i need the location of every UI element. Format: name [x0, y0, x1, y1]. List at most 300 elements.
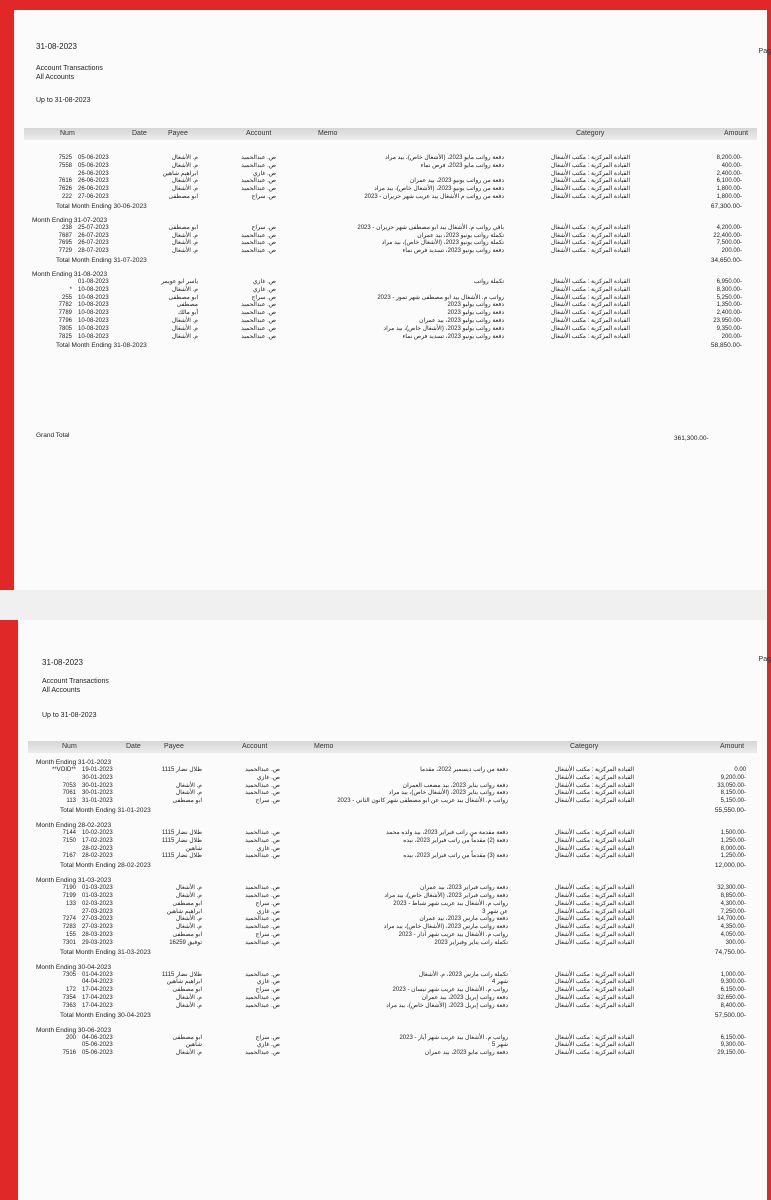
txn-amount: 4,300.00-: [720, 900, 746, 907]
txn-date: 17-02-2023: [82, 837, 113, 844]
month-total-amount: 34,650.00-: [710, 256, 742, 264]
txn-payee: ابو مصطفى: [168, 294, 198, 301]
grand-total-label: Grand Total: [36, 432, 70, 439]
txn-payee: مصطفى: [176, 302, 198, 309]
txn-num: 7354: [62, 994, 76, 1001]
txn-amount: 9,300.00-: [720, 1042, 746, 1049]
txn-amount: 5,250.00-: [716, 294, 742, 301]
txn-account: ص. غازي: [256, 845, 280, 852]
txn-account: ص. عبدالحميد: [241, 302, 276, 309]
txn-amount: 0.00: [734, 767, 746, 773]
transaction-row: [22, 186, 762, 194]
txn-date: 10-08-2023: [78, 325, 109, 332]
txn-category: القيادة المركزية : مكتب الأشغال: [554, 900, 634, 907]
txn-category: القيادة المركزية : مكتب الأشغال: [550, 286, 630, 293]
grand-total-amount: 361,300.00-: [674, 435, 709, 442]
txn-amount: 300.00-: [725, 939, 746, 946]
txn-category: القيادة المركزية : مكتب الأشغال: [554, 908, 634, 915]
txn-date: 04-04-2023: [82, 979, 113, 986]
txn-category: القيادة المركزية : مكتب الأشغال: [554, 774, 634, 781]
txn-amount: 1,250.00-: [720, 837, 746, 844]
txn-amount: 8,000.00-: [720, 845, 746, 852]
transaction-row: [22, 225, 762, 233]
txn-payee: م. الأشغال: [171, 178, 198, 185]
report-date: 31-08-2023: [42, 658, 83, 667]
col-payee: Payee: [164, 743, 184, 750]
txn-account: ص. عبدالحميد: [245, 892, 280, 899]
transaction-row: [26, 909, 762, 917]
column-header-bar: [28, 741, 757, 753]
txn-payee: طلال نضار 1115: [161, 767, 202, 773]
month-ending-header: [26, 821, 762, 830]
txn-num: 7061: [62, 790, 76, 797]
transaction-row: [26, 1050, 762, 1058]
txn-num: 7283: [62, 924, 76, 931]
txn-num: 7626: [58, 186, 72, 193]
txn-num: 7825: [58, 333, 72, 340]
txn-num: 7150: [62, 837, 76, 844]
txn-account: ص. عبدالحميد: [245, 971, 280, 978]
txn-num: 7558: [58, 162, 72, 169]
txn-num: 133: [65, 900, 76, 907]
transaction-row: [22, 334, 762, 342]
txn-num: 255: [61, 294, 72, 301]
txn-date: 10-08-2023: [78, 286, 109, 293]
txn-payee: ياسر ابو عويمر: [161, 278, 198, 285]
txn-memo: باقي رواتب م. الأشغال بيد ابو مصطفى شهر حزيران - 2023: [357, 224, 504, 231]
col-date: Date: [126, 743, 141, 750]
txn-amount: 8,200.00-: [716, 155, 742, 161]
transaction-row: [26, 767, 762, 775]
txn-memo: تكملة رواتب يونيو 2023، بيد عمران: [417, 232, 504, 239]
transaction-row: [26, 853, 762, 861]
txn-payee: ابو مصطفى: [168, 224, 198, 231]
txn-date: 01-04-2023: [82, 971, 113, 978]
month-ending-label: Month Ending 30-06-2023: [36, 1026, 112, 1034]
txn-payee: طلال نضار 1115: [161, 971, 202, 978]
txn-account: ص. عبدالحميد: [241, 178, 276, 185]
month-ending-header: [22, 270, 762, 279]
txn-category: القيادة المركزية : مكتب الأشغال: [554, 987, 634, 994]
txn-memo: دفعة رواتب يناير 2023، (الأشغال خاص)، بيد مراد: [388, 790, 508, 797]
txn-payee: م. الأشغال: [171, 248, 198, 255]
txn-category: القيادة المركزية : مكتب الأشغال: [554, 782, 634, 789]
txn-num: **VOID**: [51, 767, 76, 773]
txn-account: ص. عبدالحميد: [241, 317, 276, 324]
transaction-row: [26, 979, 762, 987]
txn-category: القيادة المركزية : مكتب الأشغال: [554, 994, 634, 1001]
txn-date: 30-01-2023: [82, 774, 113, 781]
txn-account: ص. سراج: [255, 798, 280, 805]
month-ending-header: [26, 758, 762, 767]
txn-memo: دفعة (2) مقدماً من راتب فبراير 2023، بيده: [403, 837, 508, 844]
txn-payee: ابو مصطفى: [168, 193, 198, 200]
txn-num: 7301: [62, 939, 76, 946]
txn-category: القيادة المركزية : مكتب الأشغال: [554, 1042, 634, 1049]
txn-payee: م. الأشغال: [171, 162, 198, 169]
txn-payee: م. الأشغال: [175, 790, 202, 797]
txn-category: القيادة المركزية : مكتب الأشغال: [550, 170, 630, 177]
month-ending-label: Month Ending 30-04-2023: [36, 963, 112, 971]
txn-date: 17-04-2023: [82, 1002, 113, 1009]
txn-memo: رواتب م. الأشغال بيد عريب شهر أيار - 2023: [399, 1034, 508, 1041]
txn-amount: 5,150.00-: [720, 798, 746, 805]
txn-account: ص. غازي: [252, 170, 276, 177]
txn-category: القيادة المركزية : مكتب الأشغال: [550, 310, 630, 317]
month-total-amount: 74,750.00-: [714, 948, 746, 956]
txn-date: 28-02-2023: [82, 853, 113, 860]
transaction-row: [26, 987, 762, 995]
txn-num: 7363: [62, 1002, 76, 1009]
txn-date: 25-07-2023: [78, 224, 109, 231]
txn-account: ص. عبدالحميد: [245, 994, 280, 1001]
month-total-row: [22, 341, 762, 350]
txn-payee: ابو مصطفى: [172, 900, 202, 907]
txn-amount: 2,400.00-: [716, 310, 742, 317]
txn-num: 7729: [58, 248, 72, 255]
txn-payee: م. الأشغال: [175, 994, 202, 1001]
txn-memo: دفعة رواتب مايو 2023، فرص نماء: [420, 162, 504, 169]
txn-payee: م. الأشغال: [171, 232, 198, 239]
txn-category: القيادة المركزية : مكتب الأشغال: [554, 916, 634, 923]
col-date: Date: [132, 130, 147, 137]
txn-payee: م. الأشغال: [175, 892, 202, 899]
txn-category: القيادة المركزية : مكتب الأشغال: [554, 790, 634, 797]
txn-account: ص. عبدالحميد: [245, 767, 280, 773]
txn-category: القيادة المركزية : مكتب الأشغال: [554, 931, 634, 938]
txn-date: 19-01-2023: [82, 767, 113, 773]
col-amount: Amount: [720, 743, 745, 750]
transaction-row: [22, 295, 762, 303]
txn-date: 26-06-2023: [78, 170, 109, 177]
txn-date: 26-06-2023: [78, 178, 109, 185]
txn-payee: م. الأشغال: [175, 916, 202, 923]
txn-account: ص. سراج: [255, 931, 280, 938]
txn-amount: 6,950.00-: [716, 278, 742, 285]
txn-num: 113: [66, 798, 76, 805]
txn-memo: تكملة رواتب يونيو 2023، (الأشغال خاص)، بيد مراد: [381, 240, 504, 247]
txn-payee: م. الأشغال: [171, 186, 198, 193]
txn-category: القيادة المركزية : مكتب الأشغال: [550, 193, 630, 200]
txn-amount: 8,150.00-: [720, 790, 746, 797]
col-memo: Memo: [318, 130, 338, 137]
txn-account: ص. غازي: [256, 1042, 280, 1049]
txn-date: 05-06-2023: [82, 1042, 113, 1049]
txn-account: ص. سراج: [255, 900, 280, 907]
transaction-row: [26, 924, 762, 932]
txn-memo: تكملة رواتب: [473, 278, 504, 285]
txn-memo: دفعة رواتب مايو 2023، بيد عمران: [424, 1050, 508, 1057]
txn-account: ص. سراج: [255, 1034, 280, 1041]
transaction-row: [22, 326, 762, 334]
month-total-amount: 58,850.00-: [710, 342, 742, 350]
txn-amount: 1,800.00-: [716, 193, 742, 200]
txn-account: ص. عبدالحميد: [245, 924, 280, 931]
txn-amount: 200.00-: [721, 333, 742, 340]
transaction-row: [26, 846, 762, 854]
txn-account: ص. عبدالحميد: [245, 837, 280, 844]
txn-category: القيادة المركزية : مكتب الأشغال: [550, 333, 630, 340]
col-account: Account: [246, 130, 272, 137]
txn-payee: م. الأشغال: [175, 885, 202, 892]
txn-amount: 4,050.00-: [720, 931, 746, 938]
txn-account: ص. عبدالحميد: [245, 939, 280, 946]
txn-memo: رواتب م. الأشغال بيد عريب عن ابو مصطفى شهر كانون الثاني - 2023: [337, 798, 508, 805]
transaction-row: [26, 916, 762, 924]
txn-amount: 8,300.00-: [716, 286, 742, 293]
transaction-row: [22, 287, 762, 295]
txn-memo: دفعة رواتب يوليو 2023: [447, 302, 504, 309]
txn-account: ص. عبدالحميد: [241, 325, 276, 332]
txn-date: 30-01-2023: [82, 790, 113, 797]
col-num: Num: [62, 743, 77, 750]
txn-amount: 400.00-: [721, 162, 742, 169]
txn-date: 17-04-2023: [82, 987, 113, 994]
month-ending-label: Month Ending 28-02-2023: [36, 821, 112, 829]
txn-memo: دفعة رواتب إبريل 2023، بيد عمران: [421, 994, 508, 1001]
txn-date: 31-01-2023: [82, 798, 113, 805]
month-total-row: [26, 1011, 762, 1020]
txn-category: القيادة المركزية : مكتب الأشغال: [550, 240, 630, 247]
txn-num: 155: [65, 931, 76, 938]
txn-account: ص. غازي: [256, 774, 280, 781]
txn-category: القيادة المركزية : مكتب الأشغال: [554, 829, 634, 836]
month-total-label: Total Month Ending 31-07-2023: [56, 256, 147, 264]
txn-date: 05-06-2023: [78, 155, 109, 161]
transaction-row: [22, 248, 762, 256]
txn-amount: 6,150.00-: [720, 987, 746, 994]
txn-category: القيادة المركزية : مكتب الأشغال: [554, 885, 634, 892]
transaction-row: [22, 310, 762, 318]
txn-payee: ابراهيم شاهين: [166, 908, 202, 915]
txn-amount: 200.00-: [721, 248, 742, 255]
txn-memo: دفعة رواتب فبراير 2023، بيد عمران: [419, 885, 508, 892]
txn-num: 200: [65, 1034, 76, 1041]
txn-date: 28-07-2023: [78, 248, 109, 255]
txn-payee: طلال نضار 1115: [161, 837, 202, 844]
txn-num: 222: [61, 193, 72, 200]
txn-date: 10-08-2023: [78, 317, 109, 324]
txn-category: القيادة المركزية : مكتب الأشغال: [554, 939, 634, 946]
txn-payee: ابو مصطفى: [172, 931, 202, 938]
txn-category: القيادة المركزية : مكتب الأشغال: [550, 178, 630, 185]
txn-num: 7167: [62, 853, 76, 860]
txn-payee: ابراهيم شاهين: [162, 170, 198, 177]
txn-account: ص. عبدالحميد: [245, 790, 280, 797]
txn-amount: 1,350.00-: [716, 302, 742, 309]
txn-date: 01-03-2023: [82, 892, 113, 899]
txn-payee: طلال نضار 1115: [161, 829, 202, 836]
txn-memo: دفعة رواتب يونيو 2023، تسديد فرص نماء: [402, 333, 504, 340]
txn-memo: دفعة من رواتب يونيو 2023، بيد عمران: [409, 178, 504, 185]
txn-num: 7305: [62, 971, 76, 978]
txn-payee: شاهين: [185, 1042, 202, 1049]
txn-amount: 4,350.00-: [720, 924, 746, 931]
txn-date: 26-07-2023: [78, 240, 109, 247]
txn-date: 10-08-2023: [78, 302, 109, 309]
txn-num: 7687: [58, 232, 72, 239]
txn-memo: تكملة راتب يناير وفبراير 2023: [434, 939, 508, 946]
txn-num: 7053: [62, 782, 76, 789]
txn-amount: 8,400.00-: [720, 1002, 746, 1009]
txn-category: القيادة المركزية : مكتب الأشغال: [550, 155, 630, 161]
txn-num: 7796: [58, 317, 72, 324]
txn-memo: تكملة راتب مارس 2023، م. الأشغال: [418, 971, 508, 978]
txn-payee: م. الأشغال: [175, 924, 202, 931]
txn-payee: طلال نضار 1115: [161, 853, 202, 860]
transaction-row: [26, 893, 762, 901]
txn-memo: رواتب م. الأشغال بيد ابو مصطفى شهر تموز - 2023: [377, 294, 504, 301]
txn-memo: دفعة رواتب يونيو 2023، تسديد فرص نماء: [402, 248, 504, 255]
month-ending-header: [26, 1026, 762, 1035]
txn-amount: 32,300.00-: [717, 885, 746, 892]
txn-memo: دفعة من راتب ديسمبر 2022، مقدما: [420, 767, 508, 773]
txn-amount: 9,200.00-: [720, 774, 746, 781]
txn-payee: م. الأشغال: [171, 325, 198, 332]
month-total-label: Total Month Ending 31-08-2023: [56, 342, 147, 350]
txn-date: 26-07-2023: [78, 232, 109, 239]
txn-category: القيادة المركزية : مكتب الأشغال: [550, 162, 630, 169]
txn-memo: دفعة رواتب مارس 2023، بيد عمران: [419, 916, 508, 923]
txn-category: القيادة المركزية : مكتب الأشغال: [550, 294, 630, 301]
txn-payee: ابو مصطفى: [172, 1034, 202, 1041]
txn-amount: 1,000.00-: [720, 971, 746, 978]
txn-payee: ابو مصطفى: [172, 798, 202, 805]
txn-payee: م. الأشغال: [171, 333, 198, 340]
report-subtitle: All Accounts: [42, 687, 81, 694]
transaction-row: [26, 995, 762, 1003]
txn-payee: م. الأشغال: [171, 286, 198, 293]
txn-memo: شهر 5: [491, 1042, 508, 1049]
transaction-row: [22, 240, 762, 248]
txn-payee: م. الأشغال: [175, 782, 202, 789]
txn-category: القيادة المركزية : مكتب الأشغال: [554, 924, 634, 931]
txn-memo: دفعة رواتب مارس 2023، (الأشغال خاص)، بيد مراد: [383, 924, 508, 931]
txn-payee: م. الأشغال: [175, 1002, 202, 1009]
txn-category: القيادة المركزية : مكتب الأشغال: [554, 837, 634, 844]
txn-num: 7805: [58, 325, 72, 332]
month-ending-header: [22, 146, 762, 155]
txn-amount: 4,200.00-: [716, 224, 742, 231]
report-range: Up to 31-08-2023: [36, 97, 91, 104]
txn-memo: دفعة مقدمة من راتب فبراير 2023، بيد ولده محمد: [385, 829, 508, 836]
txn-account: ص. سراج: [255, 987, 280, 994]
report-date: 31-08-2023: [36, 42, 77, 51]
report-title: Account Transactions: [36, 65, 103, 72]
txn-amount: 6,150.00-: [720, 1034, 746, 1041]
transaction-row: [26, 775, 762, 783]
txn-account: ص. غازي: [252, 278, 276, 285]
txn-category: القيادة المركزية : مكتب الأشغال: [554, 845, 634, 852]
txn-num: 238: [61, 224, 72, 231]
transaction-row: [26, 932, 762, 940]
col-num: Num: [60, 130, 75, 137]
transaction-row: [26, 1003, 762, 1011]
txn-category: القيادة المركزية : مكتب الأشغال: [554, 892, 634, 899]
txn-category: القيادة المركزية : مكتب الأشغال: [554, 971, 634, 978]
txn-date: 27-03-2023: [82, 924, 113, 931]
txn-num: 7616: [58, 178, 72, 185]
month-total-row: [22, 202, 762, 211]
txn-payee: م. الأشغال: [171, 240, 198, 247]
txn-memo: دفعة رواتب فبراير 2023، (الأشغال خاص)، بيد مراد: [384, 892, 508, 899]
txn-date: 17-04-2023: [82, 994, 113, 1001]
report-page-2: [18, 620, 771, 1200]
txn-num: 7199: [62, 892, 76, 899]
transaction-row: [26, 1035, 762, 1043]
txn-account: ص. عبدالحميد: [241, 232, 276, 239]
month-ending-label: Month Ending 31-03-2023: [36, 877, 112, 885]
transaction-row: [22, 318, 762, 326]
txn-num: 7516: [62, 1050, 76, 1057]
txn-account: ص. غازي: [252, 286, 276, 293]
month-total-label: Total Month Ending 28-02-2023: [60, 862, 151, 870]
txn-date: 10-08-2023: [78, 310, 109, 317]
txn-date: 05-06-2023: [78, 162, 109, 169]
report-page-1: [14, 10, 771, 590]
txn-amount: 8,850.00-: [720, 892, 746, 899]
txn-category: القيادة المركزية : مكتب الأشغال: [550, 248, 630, 255]
txn-account: ص. عبدالحميد: [241, 333, 276, 340]
month-total-amount: 57,500.00-: [714, 1011, 746, 1019]
month-total-label: Total Month Ending 31-03-2023: [60, 948, 151, 956]
col-category: Category: [576, 130, 605, 137]
txn-memo: دفعة رواتب إبريل 2023، (الأشغال خاص)، بيد مراد: [386, 1002, 508, 1009]
transaction-row: [26, 901, 762, 909]
txn-memo: عن شهر 3: [482, 908, 508, 915]
txn-amount: 7,250.00-: [720, 908, 746, 915]
txn-memo: دفعة من رواتب م الأشغال بيد عريب شهر حزيران - 2023: [364, 193, 504, 200]
col-amount: Amount: [724, 130, 749, 137]
txn-category: القيادة المركزية : مكتب الأشغال: [554, 1002, 634, 1009]
month-total-row: [26, 861, 762, 870]
transaction-row: [26, 1042, 762, 1050]
month-ending-header: [26, 876, 762, 885]
txn-category: القيادة المركزية : مكتب الأشغال: [550, 325, 630, 332]
col-account: Account: [242, 743, 268, 750]
txn-date: 26-06-2023: [78, 186, 109, 193]
transaction-row: [22, 155, 762, 163]
txn-num: 7695: [58, 240, 72, 247]
transaction-row: [22, 163, 762, 171]
txn-amount: 22,400.00-: [713, 232, 742, 239]
txn-payee: شاهين: [185, 845, 202, 852]
txn-date: 01-08-2023: [78, 278, 109, 285]
txn-account: ص. عبدالحميد: [241, 186, 276, 193]
transaction-row: [26, 798, 762, 806]
page-label: Pag: [758, 656, 771, 663]
txn-account: ص. عبدالحميد: [245, 1002, 280, 1009]
column-header-bar: [24, 128, 757, 140]
txn-date: 10-08-2023: [78, 333, 109, 340]
txn-memo: دفعة رواتب يناير 2023، بيد مصعب العمران: [402, 782, 508, 789]
txn-amount: 9,300.00-: [720, 979, 746, 986]
month-total-label: Total Month Ending 30-04-2023: [60, 1011, 151, 1019]
txn-date: 28-03-2023: [82, 931, 113, 938]
txn-memo: دفعة رواتب مايو 2023، (الأشغال خاص)، بيد مراد: [385, 155, 504, 161]
month-total-row: [26, 806, 762, 815]
txn-account: ص. غازي: [256, 979, 280, 986]
col-category: Category: [570, 743, 599, 750]
txn-account: ص. عبدالحميد: [241, 155, 276, 161]
txn-account: ص. عبدالحميد: [241, 240, 276, 247]
txn-category: القيادة المركزية : مكتب الأشغال: [550, 278, 630, 285]
txn-amount: 2,400.00-: [716, 170, 742, 177]
txn-amount: 6,100.00-: [716, 178, 742, 185]
month-total-amount: 55,550.00-: [714, 806, 746, 814]
txn-memo: رواتب م. الأشغال بيد عريب شهر نيسان - 2023: [392, 987, 508, 994]
txn-num: 7789: [58, 310, 72, 317]
